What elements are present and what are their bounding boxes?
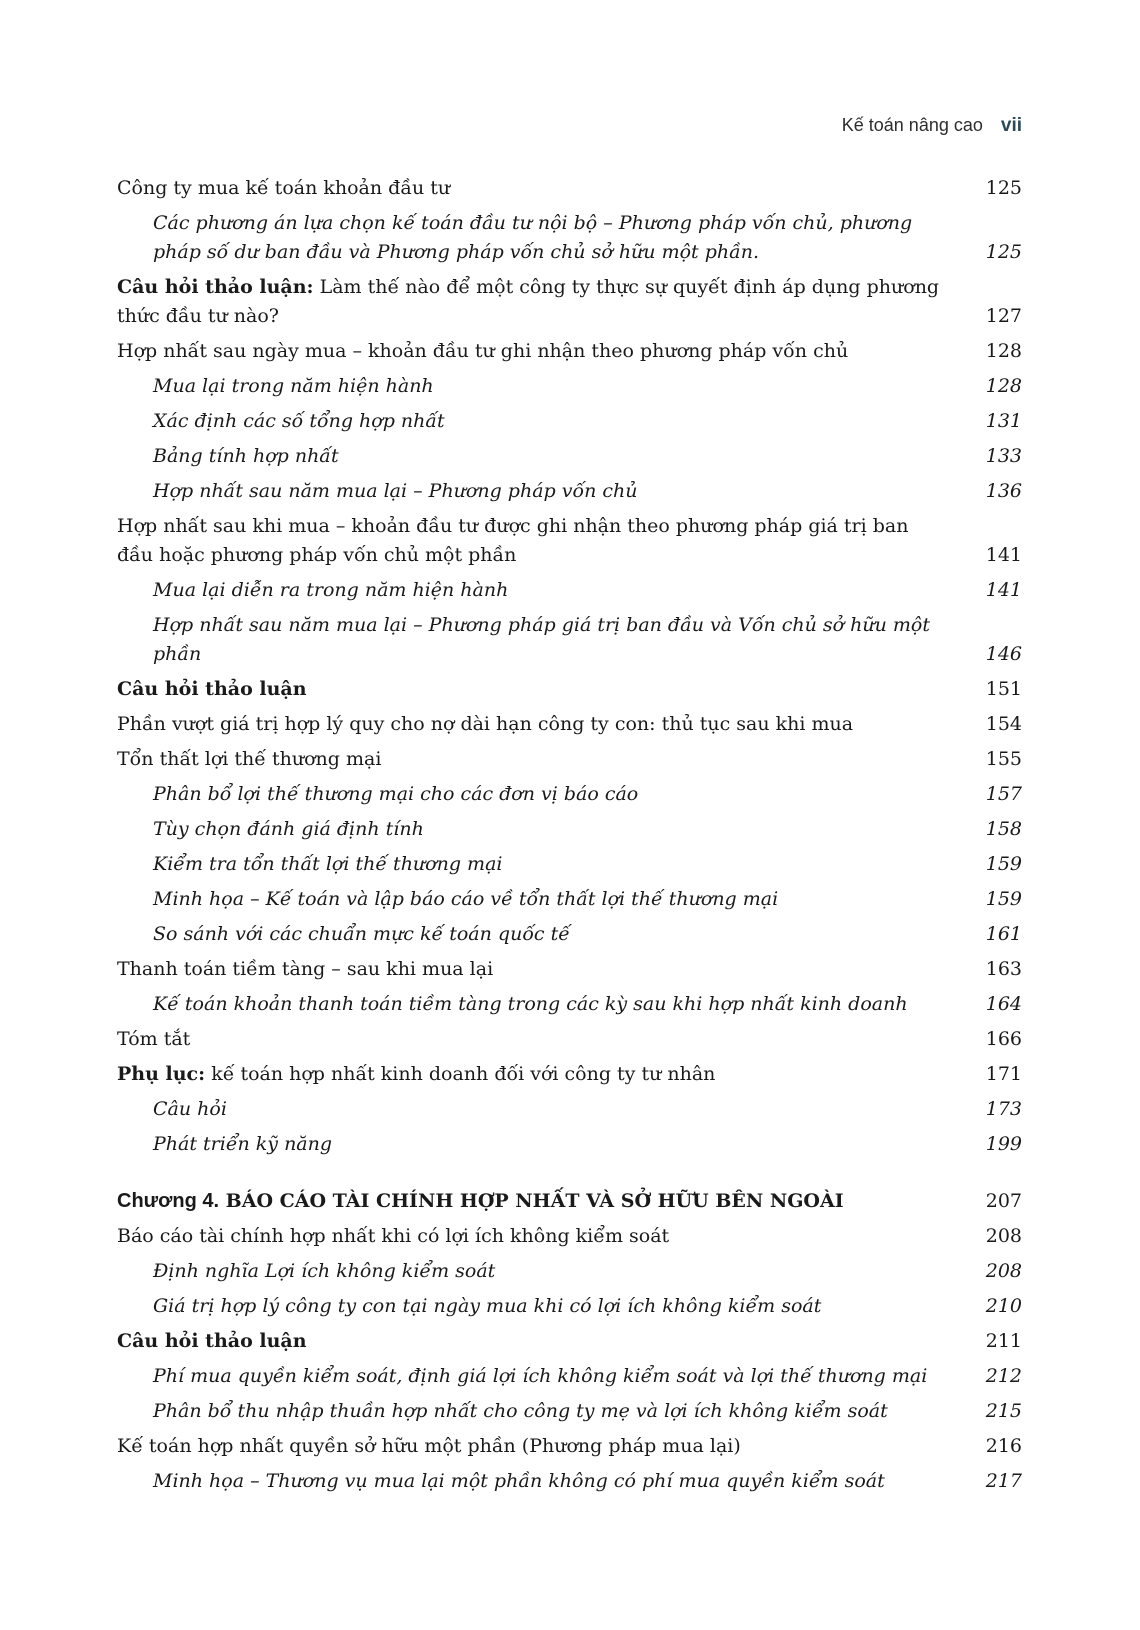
toc-entry [117,710,1022,739]
toc-subentry [117,477,1022,506]
toc-subentry [117,442,1022,471]
toc-entry-page: 208 [985,1225,1022,1247]
toc-entry-page: 164 [985,993,1022,1015]
toc-entry-page: 133 [985,445,1022,467]
toc-entry-text: Làm thế nào để một công ty thực sự quyết định áp dụng phương thức đầu tư nào? [117,276,940,327]
toc-entry [117,675,1022,704]
toc-entry-label: Câu hỏi thảo luận: [117,276,314,298]
toc-subentry [117,407,1022,436]
toc-entry-page: 141 [985,579,1022,601]
toc-entry [117,1222,1022,1251]
toc-entry-page: 125 [985,241,1022,263]
toc-entry-label: Câu hỏi thảo luận [117,678,307,700]
toc-entry-page: 146 [985,643,1022,665]
toc-subentry [117,1362,1022,1391]
toc-entry-page: 127 [985,305,1022,327]
toc-entry-page: 199 [985,1133,1022,1155]
toc-entry-page: 163 [985,958,1022,980]
toc-entry-title: Câu hỏi [153,1098,227,1120]
toc-subentry [117,1095,1022,1124]
toc-entry-page: 171 [985,1063,1022,1085]
toc-entry [117,745,1022,774]
toc-entry-title: Bảng tính hợp nhất [153,445,339,467]
toc-entry-title: Hợp nhất sau năm mua lại – Phương pháp giá trị ban đầu và Vốn chủ sở hữu một phần [153,614,930,665]
toc-subentry [117,611,1022,669]
toc-entry-title: Kế toán hợp nhất quyền sở hữu một phần (Phương pháp mua lại) [117,1435,741,1457]
toc-entry-title [117,1187,982,1216]
running-header [117,115,1022,147]
toc-entry-label: Câu hỏi thảo luận [117,1330,307,1352]
page-number: vii [1000,115,1022,136]
toc-entry-title: Mua lại trong năm hiện hành [153,375,434,397]
toc-subentry [117,850,1022,879]
toc-entry-title: Định nghĩa Lợi ích không kiểm soát [153,1260,496,1282]
toc-subentry [117,920,1022,949]
toc-entry-title: Phí mua quyền kiểm soát, định giá lợi ích không kiểm soát và lợi thế thương mại [153,1365,928,1387]
toc-entry-title: Thanh toán tiềm tàng – sau khi mua lại [117,958,494,980]
toc-entry [117,273,1022,331]
toc-entry-title: Tổn thất lợi thế thương mại [117,748,382,770]
toc-entry-page: 141 [985,544,1022,566]
chapter-number: Chương 4. [117,1190,220,1212]
toc-entry-title: Công ty mua kế toán khoản đầu tư [117,177,451,199]
table-of-contents [117,174,1022,1502]
toc-entry-title: Phát triển kỹ năng [153,1133,333,1155]
toc-entry-title: Báo cáo tài chính hợp nhất khi có lợi ích không kiểm soát [117,1225,670,1247]
toc-entry-page: 211 [985,1330,1022,1352]
toc-entry [117,955,1022,984]
toc-entry-page: 154 [985,713,1022,735]
toc-entry-page: 151 [985,678,1022,700]
toc-entry [117,337,1022,366]
chapter-title: BÁO CÁO TÀI CHÍNH HỢP NHẤT VÀ SỞ HỮU BÊN NGOÀI [219,1190,844,1212]
toc-entry-page: 215 [985,1400,1022,1422]
toc-subentry [117,1292,1022,1321]
toc-entry-title: Phân bổ thu nhập thuần hợp nhất cho công ty mẹ và lợi ích không kiểm soát [153,1400,888,1422]
toc-entry [117,174,1022,203]
toc-subentry [117,1467,1022,1496]
toc-entry-title: Minh họa – Kế toán và lập báo cáo về tổn thất lợi thế thương mại [153,888,779,910]
toc-entry-page: 159 [985,853,1022,875]
toc-entry-page: 159 [985,888,1022,910]
book-title: Kế toán nâng cao [841,115,983,135]
toc-entry-title: Giá trị hợp lý công ty con tại ngày mua khi có lợi ích không kiểm soát [153,1295,822,1317]
toc-entry [117,1432,1022,1461]
toc-entry-page: 128 [985,375,1022,397]
toc-subentry [117,990,1022,1019]
toc-subentry [117,209,1022,267]
toc-entry-title: Hợp nhất sau khi mua – khoản đầu tư được ghi nhận theo phương pháp giá trị ban đầu hoặc phương pháp vốn chủ một phần [117,515,909,566]
toc-entry-title: So sánh với các chuẩn mực kế toán quốc tế [153,923,570,945]
toc-entry [117,1327,1022,1356]
toc-entry-page: 158 [985,818,1022,840]
toc-entry-title: Kế toán khoản thanh toán tiềm tàng trong các kỳ sau khi hợp nhất kinh doanh [153,993,908,1015]
toc-entry-title [117,273,982,331]
toc-entry-page: 207 [985,1190,1022,1212]
toc-entry-page: 131 [985,410,1022,432]
toc-entry-text: kế toán hợp nhất kinh doanh đối với công ty tư nhân [205,1063,716,1085]
toc-entry-title: Kiểm tra tổn thất lợi thế thương mại [153,853,503,875]
toc-entry-page: 173 [985,1098,1022,1120]
toc-entry-page: 155 [985,748,1022,770]
toc-entry-page: 125 [985,177,1022,199]
toc-entry-page: 161 [985,923,1022,945]
toc-entry-title: Các phương án lựa chọn kế toán đầu tư nội bộ – Phương pháp vốn chủ, phương pháp số dư ban đầu và Phương pháp vốn chủ sở hữu một phần. [153,212,913,263]
toc-entry-page: 216 [985,1435,1022,1457]
toc-entry-page: 210 [985,1295,1022,1317]
toc-entry-title: Phần vượt giá trị hợp lý quy cho nợ dài hạn công ty con: thủ tục sau khi mua [117,713,854,735]
toc-entry-label: Phụ lục: [117,1063,206,1085]
toc-entry [117,1025,1022,1054]
toc-entry [117,1060,1022,1089]
toc-subentry [117,885,1022,914]
toc-entry-title: Tóm tắt [117,1028,191,1050]
toc-entry-title: Xác định các số tổng hợp nhất [153,410,445,432]
toc-subentry [117,815,1022,844]
toc-entry-page: 212 [985,1365,1022,1387]
toc-entry-title: Hợp nhất sau ngày mua – khoản đầu tư ghi nhận theo phương pháp vốn chủ [117,340,849,362]
toc-entry-title: Hợp nhất sau năm mua lại – Phương pháp vốn chủ [153,480,638,502]
toc-entry-title [117,1060,982,1089]
toc-entry [117,512,1022,570]
toc-subentry [117,372,1022,401]
toc-entry-page: 136 [985,480,1022,502]
toc-subentry [117,1130,1022,1159]
toc-subentry [117,1257,1022,1286]
toc-subentry [117,1397,1022,1426]
toc-entry-title: Phân bổ lợi thế thương mại cho các đơn vị báo cáo [153,783,639,805]
toc-entry-page: 217 [985,1470,1022,1492]
toc-chapter-heading [117,1187,1022,1216]
toc-entry-page: 208 [985,1260,1022,1282]
toc-entry-title: Minh họa – Thương vụ mua lại một phần không có phí mua quyền kiểm soát [153,1470,885,1492]
toc-entry-title: Tùy chọn đánh giá định tính [153,818,424,840]
toc-entry-title: Mua lại diễn ra trong năm hiện hành [153,579,509,601]
toc-subentry [117,780,1022,809]
toc-entry-page: 166 [985,1028,1022,1050]
toc-entry-page: 157 [985,783,1022,805]
toc-subentry [117,576,1022,605]
toc-entry-page: 128 [985,340,1022,362]
